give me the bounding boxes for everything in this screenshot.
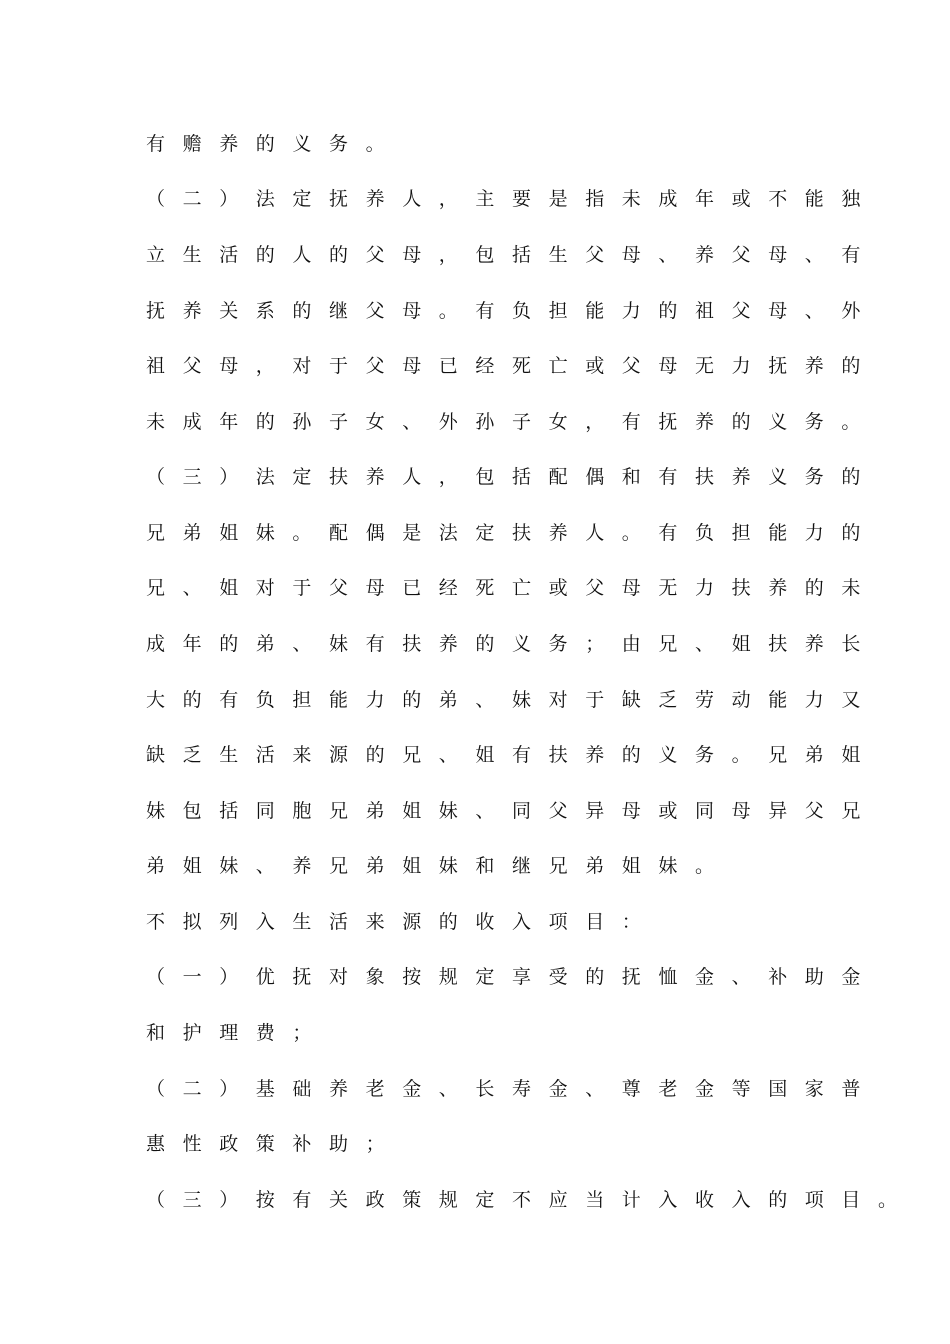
text-line: 成年的弟、妹有扶养的义务；由兄、姐扶养长 [146, 633, 879, 655]
text-line: 和护理费； [146, 1022, 330, 1044]
text-line: （三）按有关政策规定不应当计入收入的项目。 [146, 1189, 915, 1211]
text-line: （一）优抚对象按规定享受的抚恤金、补助金 [146, 966, 879, 988]
text-line: 大的有负担能力的弟、妹对于缺乏劳动能力又 [146, 689, 879, 711]
text-line: （二）法定抚养人，主要是指未成年或不能独 [146, 188, 879, 210]
text-line: 缺乏生活来源的兄、姐有扶养的义务。兄弟姐 [146, 744, 879, 766]
text-line: 祖父母，对于父母已经死亡或父母无力抚养的 [146, 355, 879, 377]
text-line: （三）法定扶养人，包括配偶和有扶养义务的 [146, 466, 879, 488]
text-line: 有赡养的义务。 [146, 133, 403, 155]
text-line: 弟姐妹、养兄弟姐妹和继兄弟姐妹。 [146, 855, 732, 877]
text-line: 兄、姐对于父母已经死亡或父母无力扶养的未 [146, 577, 879, 599]
text-line: 立生活的人的父母，包括生父母、养父母、有 [146, 244, 879, 266]
text-line: 惠性政策补助； [146, 1133, 403, 1155]
text-line: 妹包括同胞兄弟姐妹、同父异母或同母异父兄 [146, 800, 879, 822]
text-line: 不拟列入生活来源的收入项目： [146, 911, 659, 933]
text-line: （二）基础养老金、长寿金、尊老金等国家普 [146, 1078, 879, 1100]
text-line: 兄弟姐妹。配偶是法定扶养人。有负担能力的 [146, 522, 879, 544]
text-line: 抚养关系的继父母。有负担能力的祖父母、外 [146, 300, 879, 322]
text-line: 未成年的孙子女、外孙子女，有抚养的义务。 [146, 411, 879, 433]
